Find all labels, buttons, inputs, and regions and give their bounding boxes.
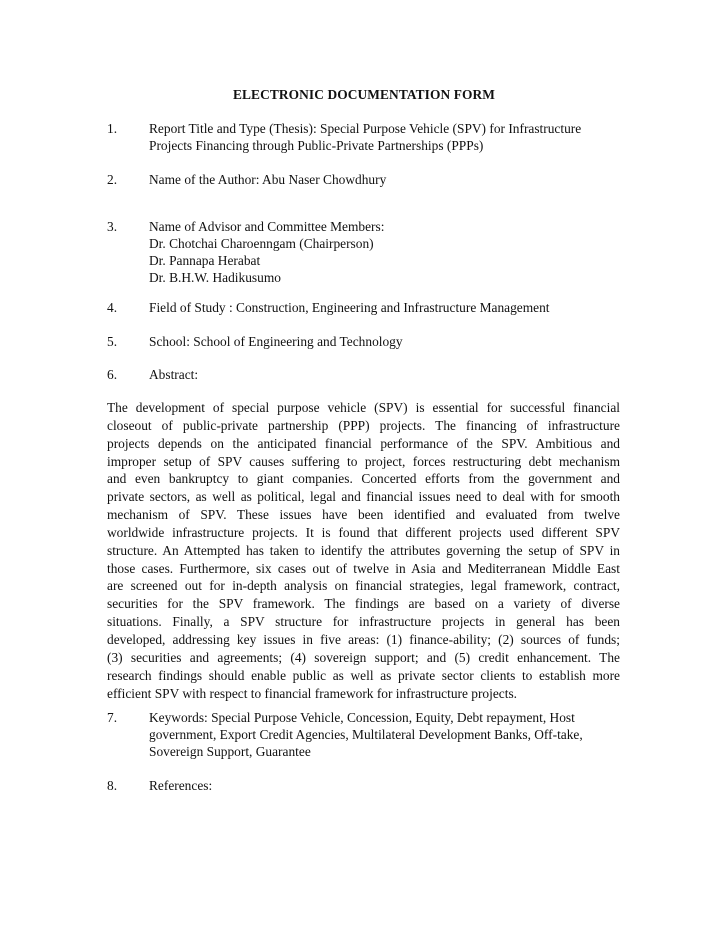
- abstract-line: and even bankruptcy to giant companies. Concerted efforts from the government and: [107, 471, 620, 487]
- item-school: [107, 333, 627, 350]
- item-author: [107, 171, 627, 188]
- item-line: Abstract:: [149, 367, 199, 382]
- item-line: Sovereign Support, Guarantee: [149, 744, 311, 759]
- item-line: Report Title and Type (Thesis): Special Purpose Vehicle (SPV) for Infrastructure: [149, 121, 582, 136]
- item-number: 6.: [107, 367, 118, 382]
- abstract-line: The development of special purpose vehicle (SPV) is essential for successful financial: [107, 400, 620, 415]
- item-advisors: [107, 218, 627, 286]
- item-number: 2.: [107, 172, 118, 187]
- abstract-line: are screened out for in-depth analysis on financial strategies, legal framework, contract,: [107, 578, 620, 594]
- abstract-line: securities for the SPV framework. The findings are based on a variety of diverse: [107, 596, 620, 612]
- item-abstract-heading: [107, 366, 627, 383]
- item-line: Name of Advisor and Committee Members:: [149, 219, 385, 234]
- item-line: Name of the Author: Abu Naser Chowdhury: [149, 172, 387, 187]
- item-line: Dr. Chotchai Charoenngam (Chairperson): [149, 236, 374, 251]
- abstract-paragraph: [107, 399, 620, 702]
- item-line: School: School of Engineering and Technology: [149, 334, 403, 349]
- form-title: ELECTRONIC DOCUMENTATION FORM: [232, 87, 496, 102]
- abstract-line: worldwide infrastructure projects. It is found that different projects used different SPV: [107, 524, 620, 540]
- item-line: References:: [149, 778, 213, 793]
- abstract-line: developed, addressing key issues in five areas: (1) finance-ability; (2) sources of funds;: [107, 631, 620, 647]
- item-number: 7.: [107, 710, 118, 725]
- item-number: 5.: [107, 334, 118, 349]
- abstract-line: mechanism of SPV. These issues have been identified and evaluated from twelve: [107, 507, 620, 523]
- item-number: 8.: [107, 778, 118, 793]
- abstract-line: structure. An Attempted has taken to identify the attributes governing the setup of SPV in: [107, 542, 620, 558]
- abstract-line: improper setup of SPV causes suffering to project, forces restructuring debt mechanism: [107, 453, 620, 469]
- item-line: Keywords: Special Purpose Vehicle, Concession, Equity, Debt repayment, Host: [149, 710, 575, 725]
- abstract-line: research findings should enable public as well as private sector clients to establish more: [107, 667, 620, 683]
- item-number: 1.: [107, 121, 118, 136]
- abstract-line: those cases. Furthermore, six cases out of twelve in Asia and Mediterranean Middle East: [107, 560, 620, 576]
- item-line: Field of Study : Construction, Engineering and Infrastructure Management: [149, 300, 550, 315]
- abstract-line: closeout of public-private partnership (PPP) projects. The financing of infrastructure: [107, 417, 620, 433]
- item-keywords: [107, 709, 627, 760]
- item-line: Dr. B.H.W. Hadikusumo: [149, 270, 281, 285]
- abstract-line: (3) securities and agreements; (4) sovereign support; and (5) credit enhancement. The: [107, 649, 620, 665]
- abstract-line: projects depends on the anticipated financial performance of the SPV. Ambitious and: [107, 435, 620, 451]
- item-number: 3.: [107, 219, 118, 234]
- abstract-line: efficient SPV with respect to financial framework for infrastructure projects.: [107, 685, 518, 701]
- abstract-line: private sectors, as well as political, legal and financial issues need to deal with for smooth: [107, 489, 620, 505]
- item-line: Dr. Pannapa Herabat: [149, 253, 261, 268]
- item-report-title: [107, 120, 627, 154]
- item-line: government, Export Credit Agencies, Multilateral Development Banks, Off-take,: [149, 727, 583, 742]
- item-number: 4.: [107, 300, 118, 315]
- item-references: [107, 777, 627, 794]
- abstract-line: situations. Finally, a SPV structure for infrastructure projects in general has been: [107, 614, 620, 630]
- item-line: Projects Financing through Public-Private Partnerships (PPPs): [149, 138, 484, 153]
- item-field-of-study: [107, 299, 627, 316]
